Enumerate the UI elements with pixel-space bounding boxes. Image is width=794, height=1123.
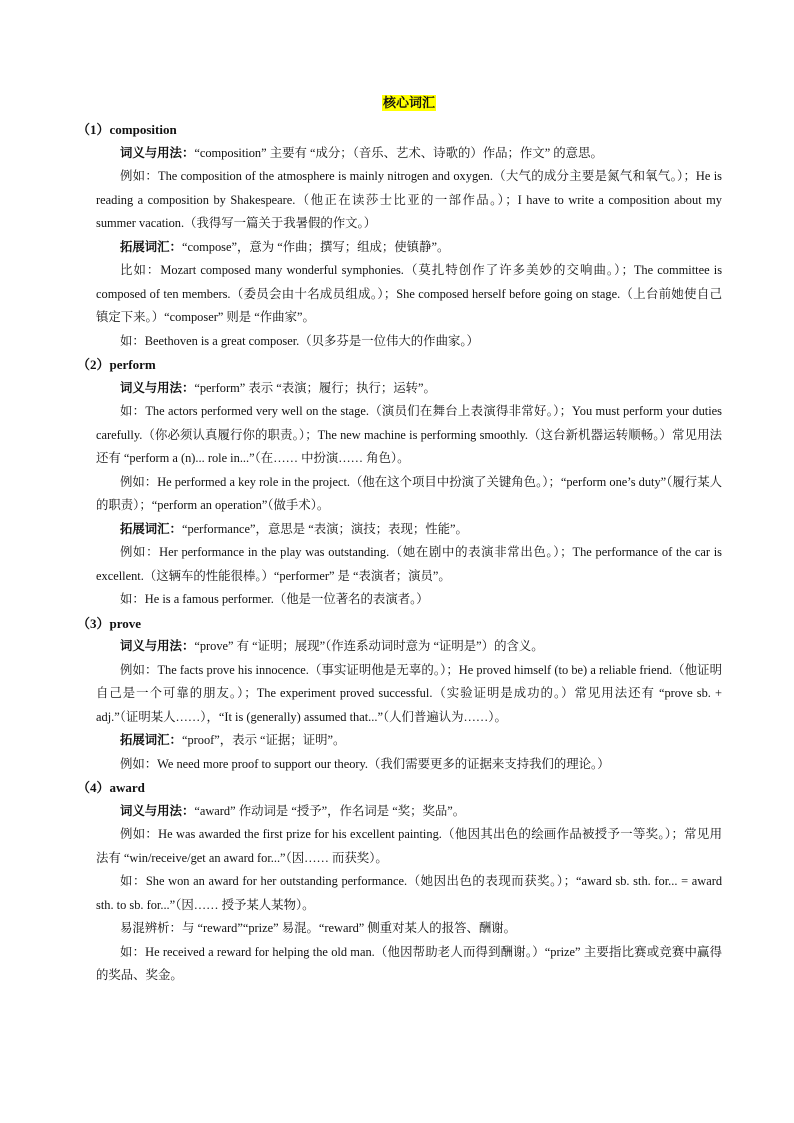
paragraph-text: “perform” 表示 “表演；履行；执行；运转”。	[194, 380, 436, 395]
paragraph	[96, 588, 722, 612]
paragraph-label: 例如：	[120, 662, 158, 677]
paragraph	[96, 518, 722, 542]
paragraph-label: 拓展词汇：	[120, 733, 182, 747]
paragraph-text: “performance”，意思是 “表演；演技；表现；性能”。	[181, 521, 468, 536]
paragraph-label: 如：	[120, 874, 146, 888]
paragraph	[96, 165, 722, 236]
section-heading: （4）award	[77, 780, 145, 795]
paragraph-text: She won an award for her outstanding performance.（她因出色的表现而获奖。）；“award sb. sth. for... = award sth. to sb. for...”（因…… 授予某人某物）。	[96, 874, 723, 912]
paragraph	[96, 400, 722, 471]
paragraph	[96, 729, 722, 753]
paragraph-label: 比如：	[120, 263, 161, 277]
paragraph-text: He performed a key role in the project.（他在这个项目中扮演了关键角色。）；“perform one’s duty”（履行某人的职责）；“perform an operation”（做手术）。	[96, 474, 723, 512]
paragraph-text: 与 “reward”“prize” 易混。“reward” 侧重对某人的报答、酬谢。	[181, 921, 517, 935]
paragraph-text: “award” 作动词是 “授予”，作名词是 “奖；奖品”。	[194, 803, 466, 818]
paragraph-label: 例如：	[120, 545, 160, 559]
paragraph-label: 例如：	[120, 756, 158, 771]
paragraph	[96, 941, 722, 988]
paragraph-label: 词义与用法：	[120, 639, 195, 653]
paragraph	[96, 635, 722, 659]
paragraph-label: 例如：	[120, 169, 159, 183]
title-row	[96, 94, 722, 112]
paragraph-label: 如：	[120, 592, 145, 606]
paragraph-label: 如：	[120, 333, 145, 348]
document-body	[77, 118, 723, 988]
paragraph	[96, 870, 722, 917]
paragraph	[96, 800, 722, 824]
paragraph-text: Mozart composed many wonderful symphonies.（莫扎特创作了许多美妙的交响曲。）；The committee is composed of ten members.（委员会由十名成员组成。）；She composed herself before going on stage.（上台前她使自己镇定下来。）“composer” 则是 “作曲家”。	[96, 263, 723, 324]
paragraph-label: 词义与用法：	[120, 803, 195, 818]
section-heading: （2）perform	[77, 357, 156, 372]
paragraph-text: We need more proof to support our theory.（我们需要更多的证据来支持我们的理论。）	[157, 756, 610, 771]
paragraph-text: “proof”，表示 “证据；证明”。	[181, 733, 346, 747]
paragraph	[96, 917, 722, 941]
paragraph-label: 易混辨析：	[120, 921, 182, 935]
paragraph	[96, 330, 722, 354]
paragraph	[96, 541, 722, 588]
paragraph	[96, 471, 722, 518]
paragraph-text: The composition of the atmosphere is mainly nitrogen and oxygen.（大气的成分主要是氮气和氧气。）；He is reading a composition by Shakespeare.（他正在读莎士比亚的一部作品。）；I have to write a composition about my summer vacation.（我得写一篇关于我暑假的作文。）	[96, 169, 723, 230]
paragraph	[96, 259, 722, 330]
paragraph-label: 如：	[120, 944, 146, 959]
paragraph-label: 拓展词汇：	[120, 521, 182, 536]
paragraph	[96, 659, 722, 730]
paragraph	[96, 823, 722, 870]
paragraph-text: “prove” 有 “证明；展现”（作连系动词时意为 “证明是”）的含义。	[194, 639, 544, 653]
paragraph-text: Beethoven is a great composer.（贝多芬是一位伟大的作曲家。）	[144, 333, 479, 348]
paragraph	[96, 753, 722, 777]
paragraph-text: He is a famous performer.（他是一位著名的表演者。）	[144, 592, 429, 606]
paragraph-text: “compose”，意为 “作曲；撰写；组成；使镇静”。	[181, 239, 450, 254]
paragraph-text: “composition” 主要有 “成分；（音乐、艺术、诗歌的）作品；作文” 的意思。	[194, 145, 603, 160]
paragraph	[96, 236, 722, 260]
paragraph	[96, 142, 722, 166]
paragraph-text: The actors performed very well on the stage.（演员们在舞台上表演得非常好。）；You must perform your duties carefully.（你必须认真履行你的职责。）；The new machine is performing smoothly.（这台新机器运转顺畅。）常见用法还有 “perform a (n)... role in...”（在…… 中扮演…… 角色）。	[96, 404, 723, 465]
paragraph-text: Her performance in the play was outstanding.（她在剧中的表演非常出色。）；The performance of the car is excellent.（这辆车的性能很棒。）“performer” 是 “表演者；演员”。	[96, 545, 723, 583]
paragraph-label: 如：	[120, 404, 146, 418]
paragraph-label: 例如：	[120, 474, 158, 489]
section-heading: （3）prove	[77, 615, 142, 631]
paragraph	[96, 377, 722, 401]
paragraph-label: 例如：	[120, 827, 159, 841]
paragraph-text: He received a reward for helping the old man.（他因帮助老人而得到酬谢。）“prize” 主要指比赛或竞赛中赢得的奖品、奖金。	[96, 944, 722, 982]
section-heading: （1）composition	[77, 122, 177, 137]
paragraph-text: He was awarded the first prize for his excellent painting.（他因其出色的绘画作品被授予一等奖。）；常见用法有 “win/receive/get an award for...”（因…… 而获奖）。	[96, 827, 722, 865]
page-title: 核心词汇	[382, 95, 435, 110]
paragraph-label: 词义与用法：	[120, 145, 195, 160]
paragraph-label: 词义与用法：	[120, 380, 195, 395]
paragraph-label: 拓展词汇：	[120, 239, 182, 254]
paragraph-text: The facts prove his innocence.（事实证明他是无辜的。）；He proved himself (to be) a reliable friend.（他证明自己是一个可靠的朋友。）；The experiment proved successful.（实验证明是成功的。）常见用法还有 “prove sb. + adj.”（证明某人……），“It is (generally) assumed that...”（人们普遍认为……）。	[96, 662, 723, 724]
